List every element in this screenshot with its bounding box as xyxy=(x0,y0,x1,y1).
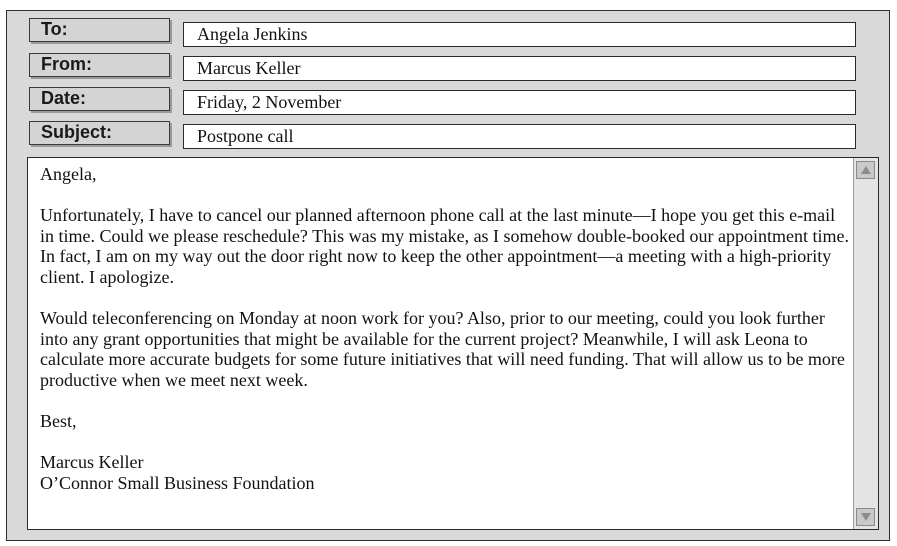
subject-field[interactable]: Postpone call xyxy=(183,124,856,149)
to-label: To: xyxy=(29,18,170,42)
to-field[interactable]: Angela Jenkins xyxy=(183,22,856,47)
signature-name: Marcus Keller xyxy=(40,452,144,473)
paragraph-2: Would teleconferencing on Monday at noon work for you? Also, prior to our meeting, could you look further into any grant opportunities that might be available for the current project? Meanwhile, I will ask Leona to calculate more accurate budgets for some future initiatives that will need funding. That will allow us to be more productive when we meet next week. xyxy=(40,308,845,390)
date-label: Date: xyxy=(29,87,170,111)
signature-org: O’Connor Small Business Foundation xyxy=(40,472,315,493)
scroll-down-button[interactable] xyxy=(856,508,875,526)
from-label: From: xyxy=(29,53,170,77)
message-text xyxy=(40,164,852,494)
signature xyxy=(40,452,852,493)
vertical-scrollbar[interactable] xyxy=(853,158,878,529)
greeting: Angela, xyxy=(40,164,97,184)
closing: Best, xyxy=(40,411,77,432)
subject-label: Subject: xyxy=(29,121,170,145)
triangle-down-icon xyxy=(860,512,872,522)
triangle-up-icon xyxy=(860,165,872,175)
from-field[interactable]: Marcus Keller xyxy=(183,56,856,81)
message-body[interactable] xyxy=(27,157,879,530)
paragraph-1: Unfortunately, I have to cancel our planned afternoon phone call at the last minute—I hope you get this e-mail in time. Could we please reschedule? This was my mistake, as I somehow double-booked our appointment time. In fact, I am on my way out the door right now to keep the other appointment—a meeting with a high-priority client. I apologize. xyxy=(40,205,849,287)
date-field[interactable]: Friday, 2 November xyxy=(183,90,856,115)
scroll-up-button[interactable] xyxy=(856,161,875,179)
